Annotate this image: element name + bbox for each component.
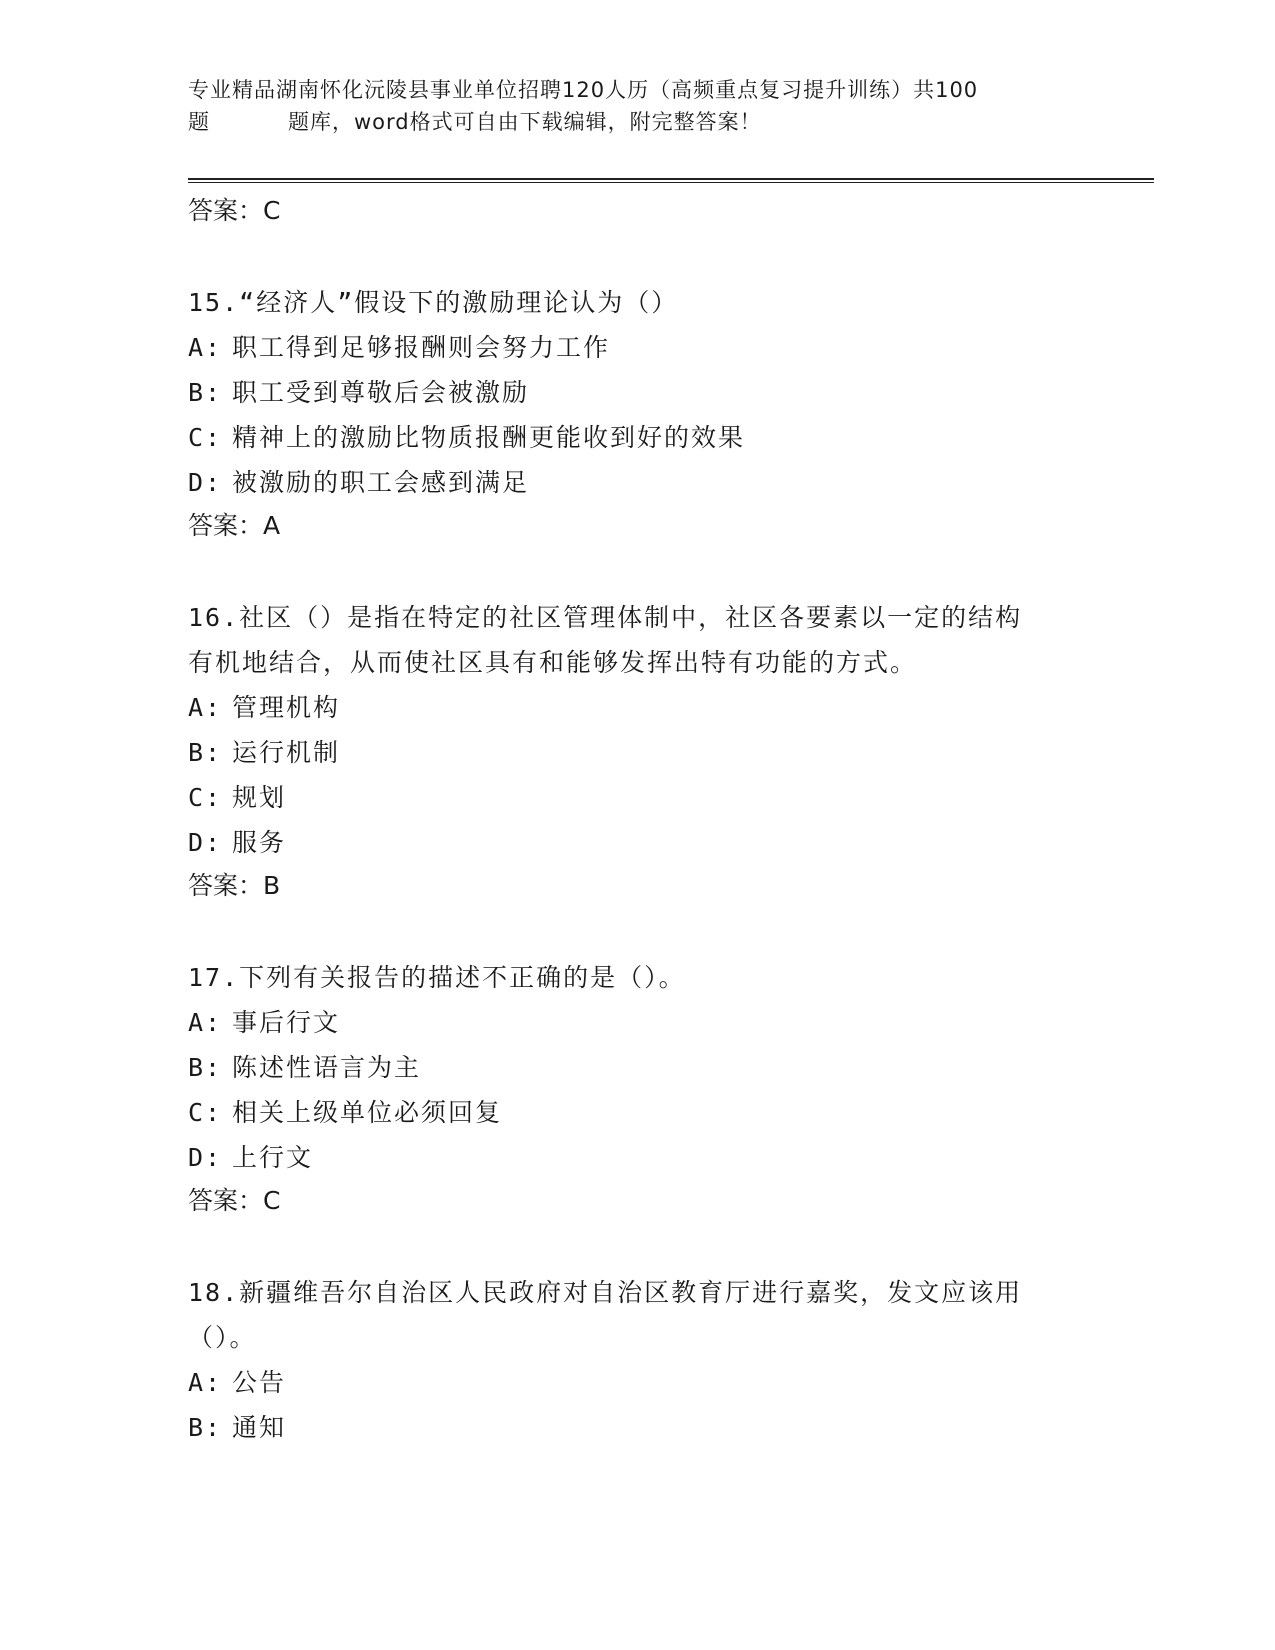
option-text: 相关上级单位必须回复 — [232, 1098, 503, 1127]
option-b — [188, 730, 1088, 775]
document-body — [188, 190, 1088, 1450]
option-a — [188, 325, 1088, 370]
option-letter: B: — [188, 738, 223, 767]
option-letter: B: — [188, 378, 223, 407]
question-15 — [188, 280, 1088, 547]
option-text: 事后行文 — [232, 1008, 341, 1037]
question-text: （）。 — [188, 1323, 257, 1352]
option-d — [188, 1135, 1088, 1180]
option-text: 被激励的职工会感到满足 — [232, 468, 530, 497]
option-letter: D: — [188, 1143, 223, 1172]
spacer — [188, 1226, 1088, 1270]
answer-line: 答案：C — [188, 196, 281, 225]
option-letter: C: — [188, 1098, 223, 1127]
option-d — [188, 820, 1088, 865]
header-title-line-1: 专业精品湖南怀化沅陵县事业单位招聘120人历（高频重点复习提升训练）共100 — [188, 78, 979, 102]
option-letter: B: — [188, 1413, 223, 1442]
option-text: 职工得到足够报酬则会努力工作 — [232, 333, 611, 362]
option-text: 管理机构 — [232, 693, 341, 722]
question-18 — [188, 1270, 1088, 1450]
header-title-rest: 题库，word格式可自由下载编辑，附完整答案！ — [288, 110, 762, 134]
spacer — [188, 551, 1088, 595]
question-text: 有机地结合，从而使社区具有和能够发挥出特有功能的方式。 — [188, 648, 918, 677]
header-divider — [188, 178, 1154, 183]
option-text: 精神上的激励比物质报酬更能收到好的效果 — [232, 423, 746, 452]
option-letter: A: — [188, 1008, 223, 1037]
answer-line: 答案：C — [188, 1186, 281, 1215]
option-text: 陈述性语言为主 — [232, 1053, 422, 1082]
option-letter: A: — [188, 1368, 223, 1397]
question-16 — [188, 595, 1088, 907]
option-c — [188, 775, 1088, 820]
option-text: 服务 — [232, 828, 287, 857]
option-letter: D: — [188, 468, 223, 497]
option-letter: C: — [188, 423, 223, 452]
question-text: 16.社区（）是指在特定的社区管理体制中，社区各要素以一定的结构 — [188, 603, 1023, 632]
option-letter: A: — [188, 333, 223, 362]
option-text: 规划 — [232, 783, 287, 812]
page-header — [188, 74, 1088, 138]
option-c — [188, 1090, 1088, 1135]
option-letter: B: — [188, 1053, 223, 1082]
option-text: 职工受到尊敬后会被激励 — [232, 378, 530, 407]
option-text: 上行文 — [232, 1143, 314, 1172]
option-b — [188, 370, 1088, 415]
question-text: 15.“经济人”假设下的激励理论认为（） — [188, 288, 679, 317]
spacer — [188, 911, 1088, 955]
answer-line: 答案：B — [188, 871, 281, 900]
spacer — [188, 236, 1088, 280]
question-17 — [188, 955, 1088, 1222]
option-b — [188, 1045, 1088, 1090]
question-text: 17.下列有关报告的描述不正确的是（）。 — [188, 963, 686, 992]
option-d — [188, 460, 1088, 505]
option-letter: C: — [188, 783, 223, 812]
option-a — [188, 1360, 1088, 1405]
option-b — [188, 1405, 1088, 1450]
option-a — [188, 685, 1088, 730]
option-text: 运行机制 — [232, 738, 341, 767]
header-title-line-2 — [188, 106, 1088, 138]
header-title-lead: 题 — [188, 110, 210, 134]
question-text: 18.新疆维吾尔自治区人民政府对自治区教育厅进行嘉奖，发文应该用 — [188, 1278, 1023, 1307]
option-letter: A: — [188, 693, 223, 722]
option-a — [188, 1000, 1088, 1045]
option-c — [188, 415, 1088, 460]
option-text: 通知 — [232, 1413, 287, 1442]
option-letter: D: — [188, 828, 223, 857]
option-text: 公告 — [232, 1368, 287, 1397]
answer-line: 答案：A — [188, 511, 281, 540]
